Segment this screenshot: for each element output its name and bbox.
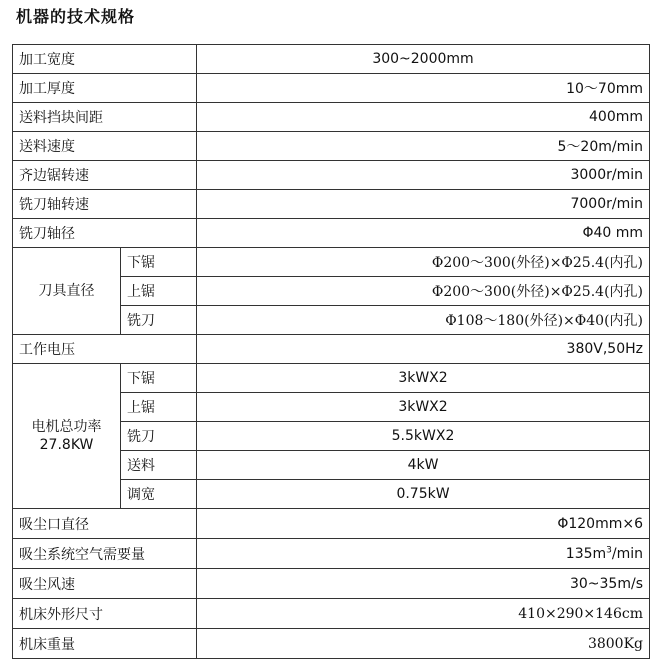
table-row bbox=[13, 74, 650, 103]
sub-label: 送料 bbox=[121, 451, 197, 480]
sub-label: 铣刀 bbox=[121, 422, 197, 451]
row-label: 送料挡块间距 bbox=[13, 103, 197, 132]
row-value: 3kWX2 bbox=[197, 393, 650, 422]
table-row bbox=[13, 364, 650, 393]
row-label: 送料速度 bbox=[13, 132, 197, 161]
row-label: 齐边锯转速 bbox=[13, 161, 197, 190]
value-main: 135m bbox=[565, 545, 607, 562]
row-label: 铣刀轴转速 bbox=[13, 190, 197, 219]
row-label: 吸尘系统空气需要量 bbox=[13, 539, 197, 569]
row-value: 5.5kWX2 bbox=[197, 422, 650, 451]
sub-label: 下锯 bbox=[121, 364, 197, 393]
group-label: 刀具直径 bbox=[13, 248, 121, 335]
row-value: Φ200～300(外径)×Φ25.4(内孔) bbox=[197, 248, 650, 277]
table-row bbox=[13, 103, 650, 132]
table-row bbox=[13, 248, 650, 277]
group-label bbox=[13, 364, 121, 509]
row-label: 加工宽度 bbox=[13, 45, 197, 74]
row-label: 铣刀轴径 bbox=[13, 219, 197, 248]
table-row bbox=[13, 509, 650, 539]
row-value: 400mm bbox=[197, 103, 650, 132]
row-label: 加工厚度 bbox=[13, 74, 197, 103]
table-row bbox=[13, 599, 650, 629]
row-value: Φ108～180(外径)×Φ40(内孔) bbox=[197, 306, 650, 335]
table-row bbox=[13, 539, 650, 569]
row-value: 380V,50Hz bbox=[197, 335, 650, 364]
sub-label: 下锯 bbox=[121, 248, 197, 277]
spec-table bbox=[12, 44, 650, 659]
row-value bbox=[197, 539, 650, 569]
row-value: 4kW bbox=[197, 451, 650, 480]
value-tail: /min bbox=[611, 545, 643, 562]
row-value: Φ120mm×6 bbox=[197, 509, 650, 539]
row-value: 7000r/min bbox=[197, 190, 650, 219]
row-value: 30~35m/s bbox=[197, 569, 650, 599]
value-superscript: 3 bbox=[606, 544, 612, 555]
sub-label: 铣刀 bbox=[121, 306, 197, 335]
table-row bbox=[13, 219, 650, 248]
sub-label: 上锯 bbox=[121, 277, 197, 306]
group-label-line2: 27.8KW bbox=[39, 437, 94, 453]
row-label: 吸尘风速 bbox=[13, 569, 197, 599]
group-label-line1: 电机总功率 bbox=[31, 419, 102, 435]
table-row bbox=[13, 45, 650, 74]
row-value: Φ200～300(外径)×Φ25.4(内孔) bbox=[197, 277, 650, 306]
row-label: 机床外形尺寸 bbox=[13, 599, 197, 629]
row-value: 3kWX2 bbox=[197, 364, 650, 393]
page-title: 机器的技术规格 bbox=[16, 7, 136, 26]
row-value: 5～20m/min bbox=[197, 132, 650, 161]
row-value: 410×290×146cm bbox=[197, 599, 650, 629]
sub-label: 上锯 bbox=[121, 393, 197, 422]
row-label: 机床重量 bbox=[13, 629, 197, 659]
row-value: Φ40 mm bbox=[197, 219, 650, 248]
table-row bbox=[13, 190, 650, 219]
row-value: 3800Kg bbox=[197, 629, 650, 659]
row-value: 10～70mm bbox=[197, 74, 650, 103]
table-row bbox=[13, 132, 650, 161]
row-label: 吸尘口直径 bbox=[13, 509, 197, 539]
row-value: 300~2000mm bbox=[197, 45, 650, 74]
table-row bbox=[13, 161, 650, 190]
row-value: 0.75kW bbox=[197, 480, 650, 509]
row-label: 工作电压 bbox=[13, 335, 197, 364]
row-value: 3000r/min bbox=[197, 161, 650, 190]
table-row bbox=[13, 569, 650, 599]
sub-label: 调宽 bbox=[121, 480, 197, 509]
table-row bbox=[13, 629, 650, 659]
table-row bbox=[13, 335, 650, 364]
